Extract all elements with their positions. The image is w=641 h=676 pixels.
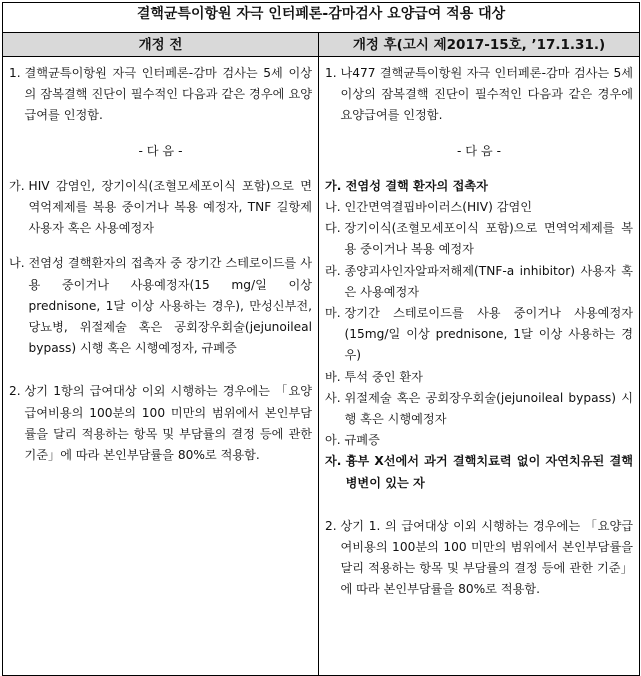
left-item-na bbox=[9, 253, 312, 359]
right-item-text: 투석 중인 환자 bbox=[344, 369, 423, 384]
right-item-text: 규폐증 bbox=[344, 433, 380, 448]
right-p2-marker: 2. bbox=[325, 518, 341, 533]
right-item-text: 전염성 결핵 환자의 접촉자 bbox=[345, 178, 488, 193]
right-item-marker: 사. bbox=[325, 390, 345, 405]
table-title: 결핵균특이항원 자극 인터페론-감마검사 요양급여 적용 대상 bbox=[3, 3, 640, 33]
comparison-table bbox=[2, 2, 640, 676]
before-column bbox=[3, 57, 319, 676]
left-paragraph-2 bbox=[9, 381, 312, 466]
right-item-na bbox=[325, 197, 633, 218]
column-header-after: 개정 후(고시 제2017-15호, ’17.1.31.) bbox=[319, 33, 640, 57]
right-item-sa bbox=[325, 388, 633, 430]
left-paragraph-1 bbox=[9, 63, 312, 127]
left-dadum-label: - 다 음 - bbox=[138, 143, 183, 158]
right-item-text: 인간면역결핍바이러스(HIV) 감염인 bbox=[344, 200, 533, 215]
right-item-marker: 자. bbox=[325, 454, 346, 469]
right-item-marker: 다. bbox=[325, 221, 345, 236]
right-item-da bbox=[325, 218, 633, 260]
left-item-marker: 나. bbox=[9, 256, 29, 271]
right-item-ba bbox=[325, 367, 633, 388]
after-column bbox=[319, 57, 640, 676]
left-p1-text: 결핵균특이항원 자극 인터페론-감마 검사는 5세 이상의 잠복결핵 진단이 필수적인 다음과 같은 경우에 요양급여를 인정함. bbox=[24, 66, 312, 123]
right-item-text: 장기간 스테로이드를 사용 중이거나 사용예정자(15mg/일 이상 prednisone, 1달 이상 사용하는 경우) bbox=[344, 306, 633, 363]
left-p2-marker: 2. bbox=[9, 384, 25, 399]
left-item-text: HIV 감염인, 장기이식(조혈모세포이식 포함)으로 면역억제제를 복용 중이거나 복용 예정자, TNF 길항제 사용자 혹은 사용예정자 bbox=[28, 178, 312, 236]
right-item-marker: 가. bbox=[325, 178, 346, 193]
right-item-ma bbox=[325, 303, 633, 367]
title-row bbox=[3, 3, 640, 33]
left-item-marker: 가. bbox=[9, 178, 29, 193]
left-p2-text: 상기 1항의 급여대상 이외 시행하는 경우에는 「요양급여비용의 100분의 100 미만의 범위에서 본인부담률을 달리 적용하는 항목 및 부담률의 결정 등에 관한 기준」에 따라 본인부담률을 80%로 적용함. bbox=[24, 384, 312, 463]
right-p2-text: 상기 1. 의 급여대상 이외 시행하는 경우에는 「요양급여비용의 100분의 100 미만의 범위에서 본인부담률을 달리 적용하는 항목 및 부담률의 결정 등에 관한 기준」에 따라 본인부담률을 80%로 적용함. bbox=[340, 518, 633, 597]
right-item-text: 장기이식(조혈모세포이식 포함)으로 면역억제제를 복용 중이거나 복용 예정자 bbox=[344, 221, 633, 257]
right-p1-text: 나477 결핵균특이항원 자극 인터페론-감마 검사는 5세 이상의 잠복결핵 진단이 필수적인 다음과 같은 경우에 요양급여를 인정함. bbox=[340, 66, 633, 123]
right-p1-marker: 1. bbox=[325, 66, 341, 80]
right-paragraph-1 bbox=[325, 63, 633, 127]
right-paragraph-2 bbox=[325, 516, 633, 601]
header-row bbox=[3, 33, 640, 57]
right-item-ga bbox=[325, 176, 633, 197]
content-row bbox=[3, 57, 640, 676]
right-item-marker: 바. bbox=[325, 369, 345, 384]
right-item-ja bbox=[325, 451, 633, 493]
right-item-a bbox=[325, 430, 633, 451]
column-header-before: 개정 전 bbox=[3, 33, 319, 57]
right-item-text: 위절제술 혹은 공회장우회술(jejunoileal bypass) 시행 혹은 시행예정자 bbox=[344, 390, 633, 427]
right-item-text: 종양괴사인자알파저해제(TNF-a inhibitor) 사용자 혹은 사용예정자 bbox=[344, 263, 633, 299]
left-p1-marker: 1. bbox=[9, 66, 25, 80]
right-item-marker: 나. bbox=[325, 200, 345, 215]
right-dadum-label: - 다 음 - bbox=[457, 143, 501, 158]
right-item-marker: 라. bbox=[325, 263, 345, 278]
right-item-marker: 마. bbox=[325, 306, 345, 321]
left-item-ga bbox=[9, 176, 312, 240]
right-item-text: 흉부 X선에서 과거 결핵치료력 없이 자연치유된 결핵병변이 있는 자 bbox=[345, 454, 633, 490]
left-item-text: 전염성 결핵환자의 접촉자 중 장기간 스테로이드를 사용 중이거나 사용예정자(15 mg/일 이상 prednisone, 1달 이상 사용하는 경우), 만성신부전, 당뇨병, 위절제술 혹은 공회장우회술(jejunoileal bypass) 시행 혹은 시행예정자, 규폐증 bbox=[28, 256, 312, 356]
right-item-ra bbox=[325, 261, 633, 303]
right-item-marker: 아. bbox=[325, 433, 345, 448]
